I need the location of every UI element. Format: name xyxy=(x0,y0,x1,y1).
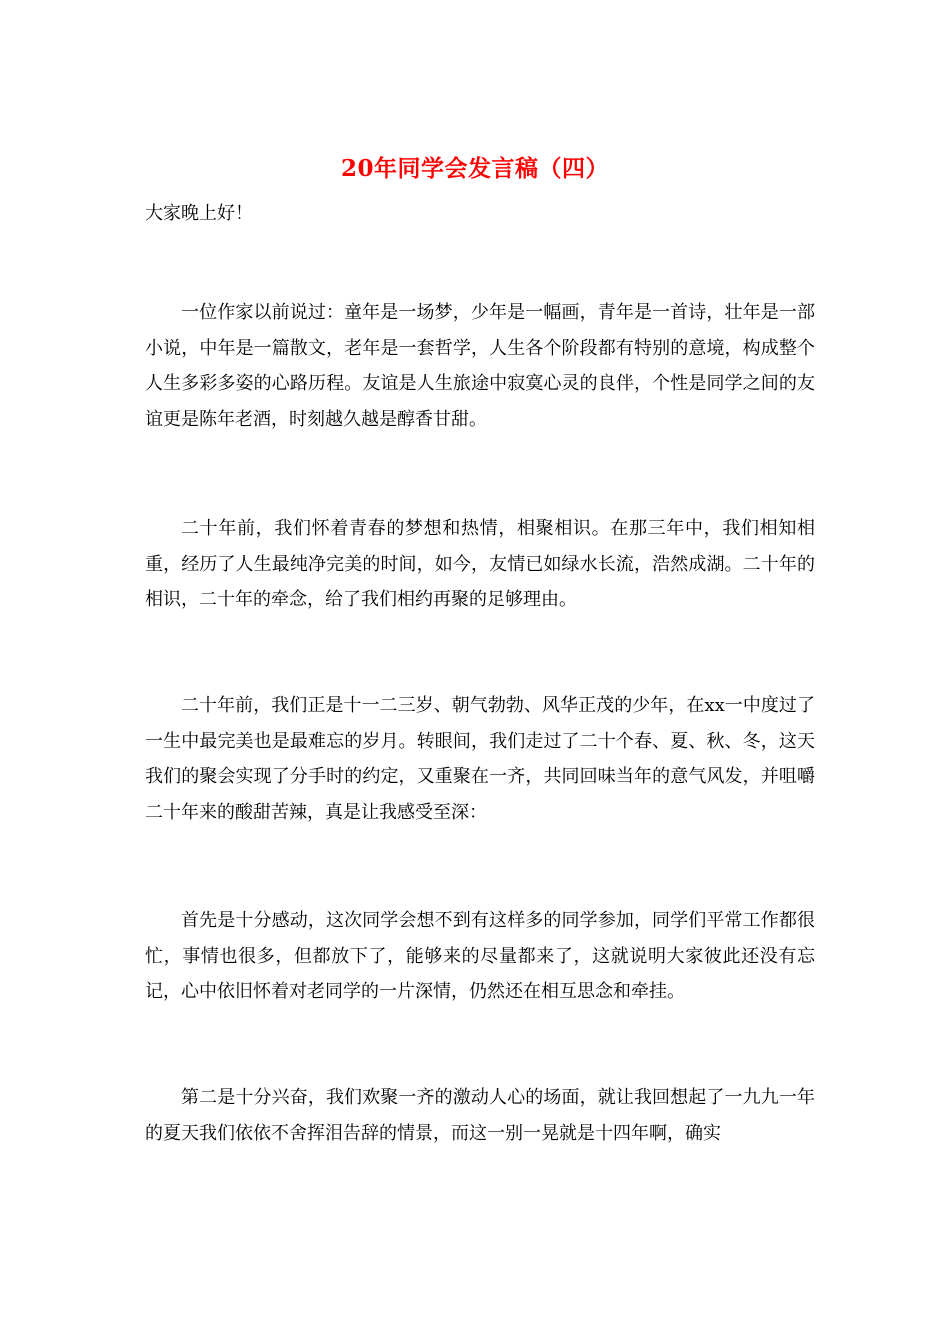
paragraph-3: 二十年前，我们正是十一二三岁、朝气勃勃、风华正茂的少年，在xx一中度过了一生中最完美也是最难忘的岁月。转眼间，我们走过了二十个春、夏、秋、冬，这天我们的聚会实现了分手时的约定，又重聚在一齐，共同回味当年的意气风发，并咀嚼二十年来的酸甜苦辣，真是让我感受至深： xyxy=(145,695,815,823)
paragraph-2: 二十年前，我们怀着青春的梦想和热情，相聚相识。在那三年中，我们相知相重，经历了人生最纯净完美的时间，如今，友情已如绿水长流，浩然成湖。二十年的相识，二十年的牵念，给了我们相约再聚的足够理由。 xyxy=(145,518,815,610)
paragraph-1: 一位作家以前说过：童年是一场梦，少年是一幅画，青年是一首诗，壮年是一部小说，中年是一篇散文，老年是一套哲学，人生各个阶段都有特别的意境，构成整个人生多彩多姿的心路历程。友谊是人生旅途中寂寞心灵的良伴，个性是同学之间的友谊更是陈年老酒，时刻越久越是醇香甘甜。 xyxy=(145,302,815,430)
paragraph-4: 首先是十分感动，这次同学会想不到有这样多的同学参加，同学们平常工作都很忙，事情也很多，但都放下了，能够来的尽量都来了，这就说明大家彼此还没有忘记，心中依旧怀着对老同学的一片深情，仍然还在相互思念和牵挂。 xyxy=(145,910,815,1002)
paragraph-5: 第二是十分兴奋，我们欢聚一齐的激动人心的场面，就让我回想起了一九九一年的夏天我们依依不舍挥泪告辞的情景，而这一别一晃就是十四年啊，确实 xyxy=(145,1087,815,1144)
greeting-line: 大家晚上好！ xyxy=(145,203,253,224)
document-title: 20年同学会发言稿（四） xyxy=(340,155,609,182)
